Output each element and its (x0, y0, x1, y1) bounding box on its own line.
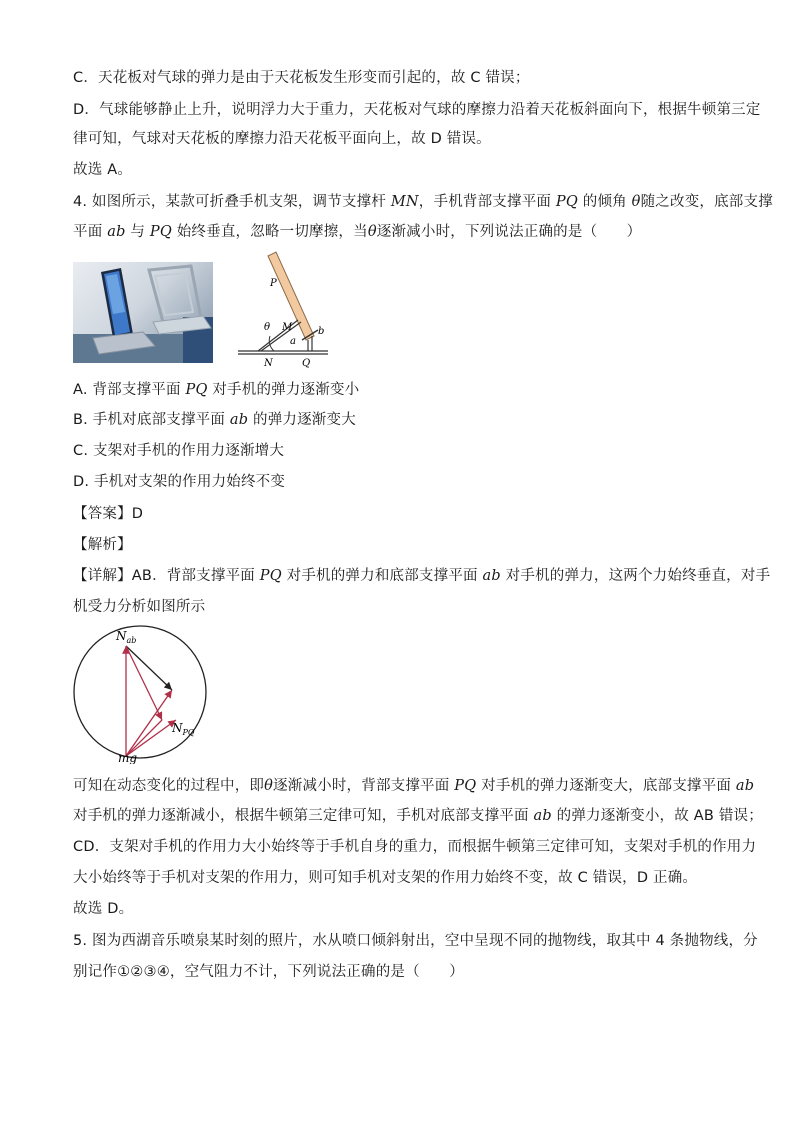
label-npq: $N_{PQ}$ (172, 721, 195, 737)
phone-stand-photo (73, 262, 213, 363)
vector-npq-shift (126, 646, 162, 720)
label-a: a (290, 336, 296, 347)
text-line: 故选 A。 (73, 162, 133, 178)
option-b: B. 手机对底部支撑平面 ab 的弹力逐渐变大 (73, 412, 356, 428)
stand-schematic (228, 250, 338, 370)
para-line-1: 可知在动态变化的过程中，即θ逐渐减小时，背部支撑平面 PQ 对手机的弹力逐渐变大，底部支撑平面 ab (73, 778, 755, 794)
force-circle-diagram (68, 622, 208, 764)
para-line-4: 大小始终等于手机对支架的作用力，则可知手机对支架的作用力始终不变，故 C 错误，D 正确。 (73, 870, 698, 886)
para-line-2: 对手机的弹力逐渐减小，根据牛顿第三定律可知，手机对底部支撑平面 ab 的弹力逐渐变小，故 AB 错误； (73, 808, 763, 824)
label-m: M (282, 322, 293, 333)
para-line-3: CD．支架对手机的作用力大小始终等于手机自身的重力，而根据牛顿第三定律可知，支架对手机的作用力 (73, 839, 757, 855)
label-n: N (264, 358, 273, 369)
label-nab: $N_{ab}$ (116, 629, 137, 645)
analysis-heading: 【解析】 (73, 537, 132, 553)
label-q: Q (302, 358, 311, 369)
label-mg: mg (118, 751, 138, 764)
question-5-stem-2: 别记作①②③④，空气阻力不计，下列说法正确的是（ ） (73, 964, 464, 980)
question-4-stem-2: 平面 ab 与 PQ 始终垂直，忽略一切摩擦，当θ逐渐减小时，下列说法正确的是（ ） (73, 224, 642, 240)
detail-line-1: 【详解】AB．背部支撑平面 PQ 对手机的弹力和底部支撑平面 ab 对手机的弹力，这两个力始终垂直，对手 (73, 568, 771, 584)
para-line-5: 故选 D。 (73, 901, 134, 917)
force-circle (74, 626, 206, 758)
label-p: P (270, 278, 277, 289)
label-b: b (318, 326, 325, 337)
label-theta: θ (264, 322, 271, 333)
vector-nab-shifted (126, 646, 172, 690)
vector-mg-to-point (126, 690, 172, 756)
detail-line-2: 机受力分析如图所示 (73, 599, 206, 615)
text-line: C．天花板对气球的弹力是由于天花板发生形变而引起的，故 C 错误； (73, 70, 530, 86)
text-line: 律可知，气球对天花板的摩擦力沿天花板平面向上，故 D 错误。 (73, 131, 491, 147)
question-4-stem: 4. 如图所示，某款可折叠手机支架，调节支撑杆 MN，手机背部支撑平面 PQ 的倾角 θ随之改变，底部支撑 (73, 194, 773, 210)
option-c: C. 支架对手机的作用力逐渐增大 (73, 443, 285, 459)
question-5-stem: 5. 图为西湖音乐喷泉某时刻的照片，水从喷口倾斜射出，空中呈现不同的抛物线，取其中 4 条抛物线，分 (73, 933, 758, 949)
text-line: D．气球能够静止上升，说明浮力大于重力，天花板对气球的摩擦力沿着天花板斜面向下，根据牛顿第三定 (73, 102, 761, 118)
option-a: A. 背部支撑平面 PQ 对手机的弹力逐渐变小 (73, 382, 360, 398)
option-d: D. 手机对支架的作用力始终不变 (73, 474, 286, 490)
answer-line: 【答案】D (73, 506, 144, 522)
